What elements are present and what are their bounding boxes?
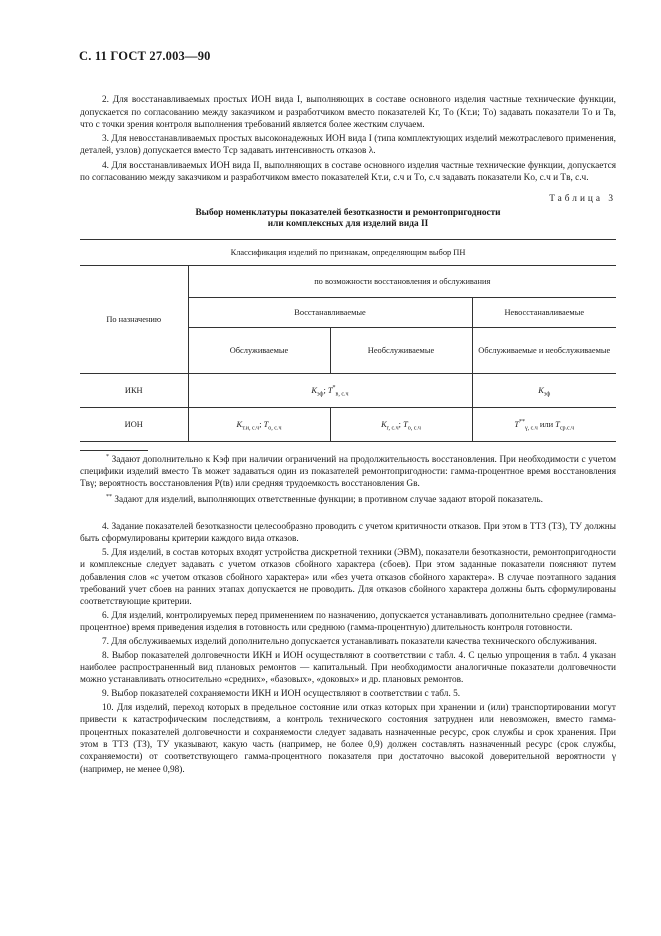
ion-unserviced-cell: $K_{г, с.ч}$; $T_{о, с.ч}$ <box>330 407 472 441</box>
table-title <box>80 208 616 231</box>
top-paragraphs <box>80 94 616 184</box>
table-row <box>80 407 616 441</box>
footnote-1-mark: * <box>106 453 109 460</box>
paragraph-top-2: 2. Для восстанавливаемых простых ИОН вида I, выполняющих в составе основного изделия частные технические функции, допускается по согласованию между заказчиком и разработчиком вместо показателей Kг, Tо (Kт.и; Tо) задавать показатели Tо и Tв, что с точки зрения контроля выполнения требований является более жестким случаем. <box>80 95 616 130</box>
purpose-header: По назначению <box>80 265 188 373</box>
paragraph-8: 8. Выбор показателей долговечности ИКН и ИОН осуществляют в соответствии с табл. 4. С целью упрощения в табл. 4 указан наиболее распространенный вид плановых ремонтов — капитальный. При необходимости аналогичные показатели долговечности можно устанавливать относительно «средних», «базовых», «доковых» и др. плановых ремонтов. <box>80 650 616 686</box>
footnote-2-mark: ** <box>106 493 112 500</box>
row-name-ikn: ИКН <box>80 373 188 407</box>
paragraph-7: 7. Для обслуживаемых изделий дополнительно допускается устанавливать показатели качества технического обслуживания. <box>102 637 597 648</box>
table-label: Таблица 3 <box>549 194 616 205</box>
ion-non-restorable-cell: $T^{**}_{\gamma, с.ч}$ или $T_{ср.с.ч}$ <box>472 407 616 441</box>
table-3 <box>80 239 616 442</box>
paragraph-top-3: 3. Для невосстанавливаемых простых высоконадежных ИОН вида I (типа комплектующих изделий межотраслевого применения, деталей, узлов) допускается вместо Tср задавать интенсивность отказов λ. <box>80 134 616 157</box>
lower-paragraphs <box>80 521 616 776</box>
paragraph-9: 9. Выбор показателей сохраняемости ИКН и ИОН осуществляют в соответствии с табл. 5. <box>102 689 461 700</box>
paragraph-4: 4. Задание показателей безотказности целесообразно проводить с учетом критичности отказов. При этом в ТТЗ (ТЗ), ТУ должны быть сформулированы критерии каждого вида отказов. <box>80 521 616 545</box>
unserviced-header: Необслуживаемые <box>330 327 472 373</box>
paragraph-5: 5. Для изделий, в состав которых входят устройства дискретной техники (ЭВМ), показатели безотказности, ремонтопригодности и комплексные следует задавать с учетом отказов сбойного характера (сбоев). При этом заданные показатели поясняют путем добавления слов «с учетом отказов сбойного характера» или «без учета отказов сбойного характера». В случае поэтапного задания требований учет сбоев на ранних этапах допускается не проводить. Для отказов сбойного характера должны быть сформулированы соответствующие критерии. <box>80 547 616 608</box>
ion-serviced-cell: $K_{т.и, с.ч}$; $T_{о, с.ч}$ <box>188 407 330 441</box>
table-title-line-1: Выбор номенклатуры показателей безотказности и ремонтопригодности <box>195 207 501 218</box>
footnotes <box>80 454 616 506</box>
paragraph-10: 10. Для изделий, переход которых в предельное состояние или отказ которых при хранении и (или) транспортировании могут привести к катастрофическим последствиям, а контроль технического состояния затруднен или невозможен, вместо гамма-процентных показателей долговечности и сохраняемости следует задавать назначенные ресурс, срок службы и срок хранения. При этом в ТТЗ (ТЗ), ТУ указывают, какую часть (например, не более 0,9) должен составлять назначенный ресурс (срок службы, сохраняемости) от соответствующего гамма-процентного показателя при достаточно высокой доверительной вероятности γ (например, не менее 0,98). <box>80 703 616 775</box>
ikn-non-restorable-cell: $K_{эф}$ <box>472 373 616 407</box>
serviced-or-not-header: Обслуживаемые и необслуживаемые <box>472 327 616 373</box>
page-header: С. 11 ГОСТ 27.003—90 <box>79 49 211 63</box>
restorable-header: Восстанавливаемые <box>188 297 472 327</box>
serviced-header: Обслуживаемые <box>188 327 330 373</box>
footnote-1 <box>80 454 616 491</box>
footnote-2 <box>80 494 616 506</box>
paragraph-top-4: 4. Для восстанавливаемых ИОН вида II, выполняющих в составе основного изделия частные технические функции, допускается по согласованию между заказчиком и разработчиком вместо показателей Kт.и, с.ч и Tо, с.ч задавать показатели Kо, с.ч и Tв, с.ч. <box>80 160 616 184</box>
paragraph-6: 6. Для изделий, контролируемых перед применением по назначению, допускается устанавливать дополнительно среднее (гамма-процентное) время приведения изделия в готовность или среднюю (гамма-процентную) длительность контроля готовности. <box>80 610 616 634</box>
restoration-header: по возможности восстановления и обслуживания <box>188 265 616 297</box>
row-name-ion: ИОН <box>80 407 188 441</box>
footnote-1-text: Задают дополнительно к Kэф при наличии ограничений на продолжительность восстановления. При необходимости с учетом специфики изделий вместо Tв может задаваться один из показателей ремонтопригодности: гамма-процентное время восстановления Tвγ; вероятность восстановления P(tв) или средняя трудоемкость восстановления Gв. <box>80 454 616 490</box>
classification-header: Классификация изделий по признакам, определяющим выбор ПН <box>80 239 616 265</box>
table-row <box>80 373 616 407</box>
footnote-2-text: Задают для изделий, выполняющих ответственные функции; в противном случае задают второй показатель. <box>114 494 543 505</box>
ikn-restorable-cell: $K_{эф}$; $T^*_{в, с.ч}$ <box>188 373 472 407</box>
document-page <box>80 50 616 777</box>
footnote-rule <box>80 450 148 451</box>
non-restorable-header: Невосстанавливаемые <box>472 297 616 327</box>
table-title-line-2: или комплексных для изделий вида II <box>267 219 429 230</box>
